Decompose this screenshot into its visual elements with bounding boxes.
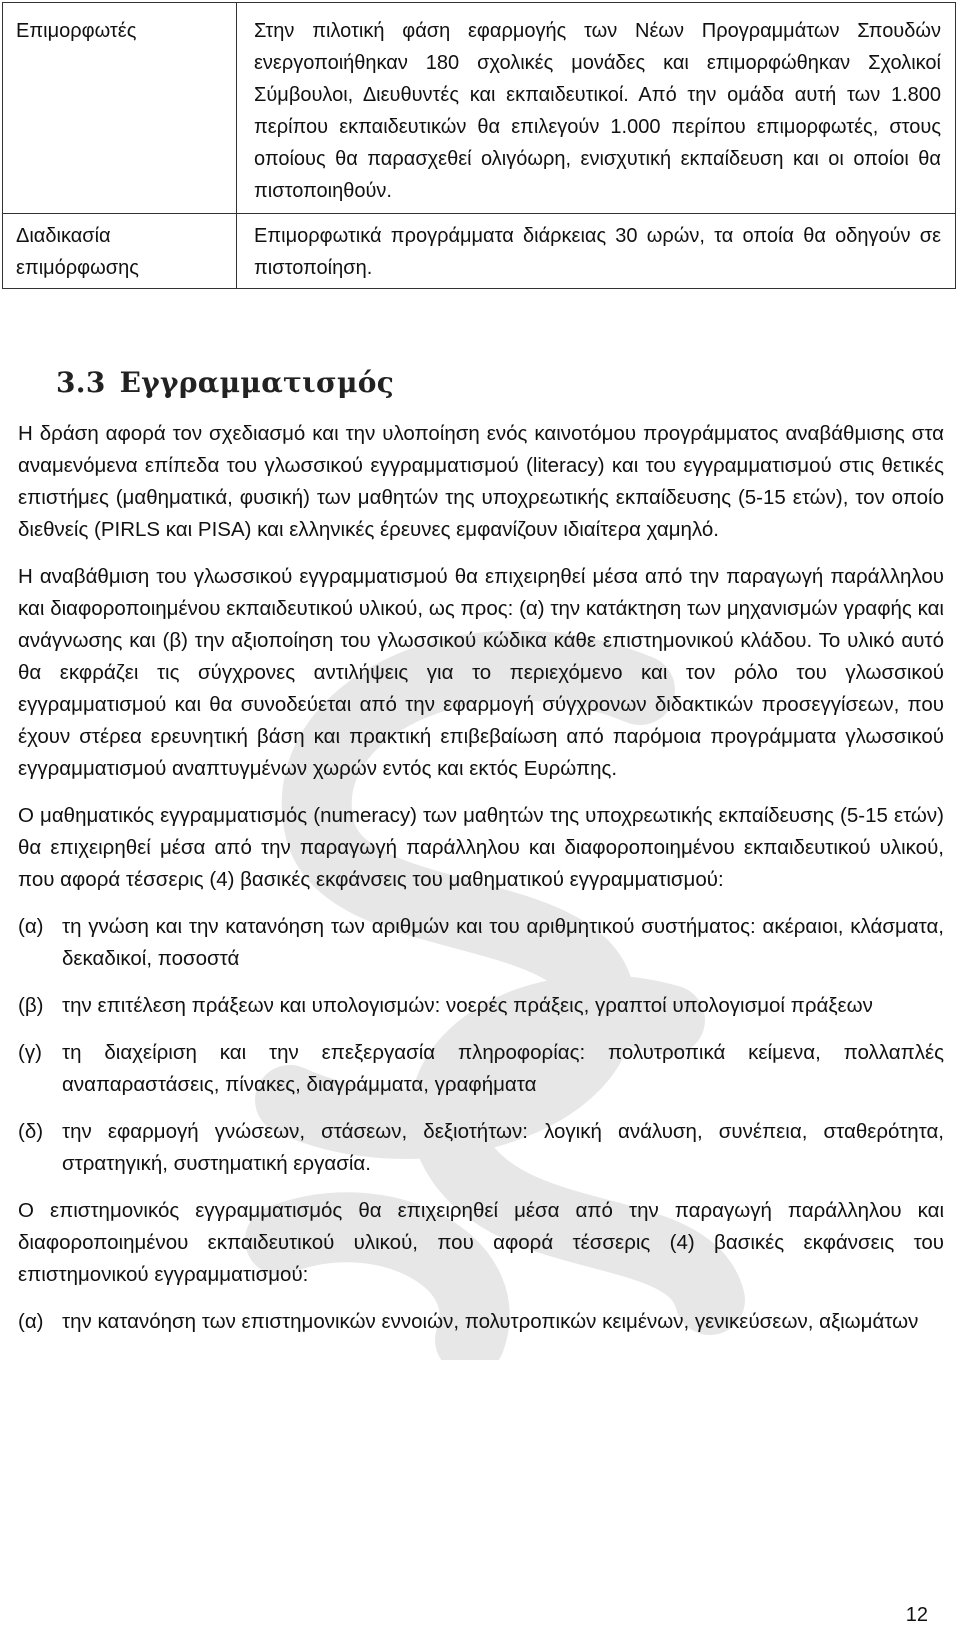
body-text: [18, 418, 944, 1353]
list-marker: (δ): [18, 1120, 44, 1143]
list-marker: (α): [18, 915, 44, 938]
list-marker: (α): [18, 1310, 44, 1333]
table-row: [3, 214, 956, 289]
table-label-cell: Επιμορφωτές: [3, 3, 237, 214]
page-number: 12: [905, 1604, 928, 1626]
paragraph: Η δράση αφορά τον σχεδιασμό και την υλοποίηση ενός καινοτόμου προγράμματος αναβάθμισης στα αναμενόμενα επίπεδα του γλωσσικού εγγραμματισμού (literacy) και του εγγραμματισμού στις θετικές επιστήμες (μαθηματικά, φυσική) των μαθητών της υποχρεωτικής εκπαίδευσης (5-15 ετών), τον οποίο διεθνείς (PIRLS και PISA) και ελληνικές έρευνες εμφανίζουν ιδιαίτερα χαμηλό.: [18, 422, 944, 541]
table-value-cell: Στην πιλοτική φάση εφαρμογής των Νέων Προγραμμάτων Σπουδών ενεργοποιήθηκαν 180 σχολικές μονάδες και επιμορφώθηκαν Σχολικοί Σύμβουλοι, Διευθυντές και εκπαιδευτικοί. Από την ομάδα αυτή των 1.800 περίπου εκπαιδευτικών θα επιλεγούν 1.000 περίπου επιμορφωτές, στους οποίους θα παρασχεθεί ολιγόωρη, ενισχυτική εκπαίδευση και οι οποίοι θα πιστοποιηθούν.: [237, 3, 956, 214]
list-item: [18, 1116, 944, 1180]
list-text: την εφαρμογή γνώσεων, στάσεων, δεξιοτήτων: λογική ανάλυση, συνέπεια, σταθερότητα, στρατηγική, συστηματική εργασία.: [62, 1120, 944, 1175]
list-item: [18, 1306, 944, 1338]
list-text: τη διαχείριση και την επεξεργασία πληροφορίας: πολυτροπικά κείμενα, πολλαπλές αναπαραστάσεις, πίνακες, διαγράμματα, γραφήματα: [62, 1041, 944, 1096]
section-heading: [56, 366, 394, 399]
table-row: [3, 3, 956, 214]
paragraph: Ο μαθηματικός εγγραμματισμός (numeracy) των μαθητών της υποχρεωτικής εκπαίδευσης (5-15 ετών) θα επιχειρηθεί μέσα από την παραγωγή παράλληλου και διαφοροποιημένου εκπαιδευτικού υλικού, που αφορά τέσσερις (4) βασικές εκφάνσεις του μαθηματικού εγγραμματισμού:: [18, 804, 944, 891]
list-text: τη γνώση και την κατανόηση των αριθμών και του αριθμητικού συστήματος: ακέραιοι, κλάσματα, δεκαδικοί, ποσοστά: [62, 915, 944, 970]
section-number: 3.3: [56, 366, 106, 399]
section-title: Εγγραμματισμός: [119, 366, 395, 399]
paragraph: Ο επιστημονικός εγγραμματισμός θα επιχειρηθεί μέσα από την παραγωγή παράλληλου και διαφοροποιημένου εκπαιδευτικού υλικού, που αφορά τέσσερις (4) βασικές εκφάνσεις του επιστημονικού εγγραμματισμού:: [18, 1199, 944, 1286]
list-text: την επιτέλεση πράξεων και υπολογισμών: νοερές πράξεις, γραπτοί υπολογισμοί πράξεων: [62, 994, 873, 1017]
list-marker: (γ): [18, 1041, 42, 1064]
list-item: [18, 990, 944, 1022]
list-item: [18, 911, 944, 975]
paragraph: Η αναβάθμιση του γλωσσικού εγγραμματισμού θα επιχειρηθεί μέσα από την παραγωγή παράλληλου και διαφοροποιημένου εκπαιδευτικού υλικού, ως προς: (α) την κατάκτηση των μηχανισμών γραφής και ανάγνωσης και (β) την αξιοποίηση του γλωσσικού κώδικα κάθε επιστημονικού κλάδου. Το υλικό αυτό θα εκφράζει τις σύγχρονες αντιλήψεις για το περιεχόμενο και τον ρόλο του γλωσσικού εγγραμματισμού και θα συνοδεύεται από την εφαρμογή σύγχρονων διδακτικών προσεγγίσεων, που έχουν στέρεα ερευνητική βάση και πρακτική επιβεβαίωση από παρόμοια προγράμματα γλωσσικού εγγραμματισμού αναπτυγμένων χωρών εντός και εκτός Ευρώπης.: [18, 565, 944, 780]
list-marker: (β): [18, 994, 44, 1017]
list-text: την κατανόηση των επιστημονικών εννοιών, πολυτροπικών κειμένων, γενικεύσεων, αξιωμάτων: [62, 1310, 919, 1333]
list-item: [18, 1037, 944, 1101]
table-label-cell: Διαδικασία επιμόρφωσης: [3, 214, 237, 289]
table-value-cell: Επιμορφωτικά προγράμματα διάρκειας 30 ωρών, τα οποία θα οδηγούν σε πιστοποίηση.: [237, 214, 956, 289]
info-table: [2, 2, 956, 289]
